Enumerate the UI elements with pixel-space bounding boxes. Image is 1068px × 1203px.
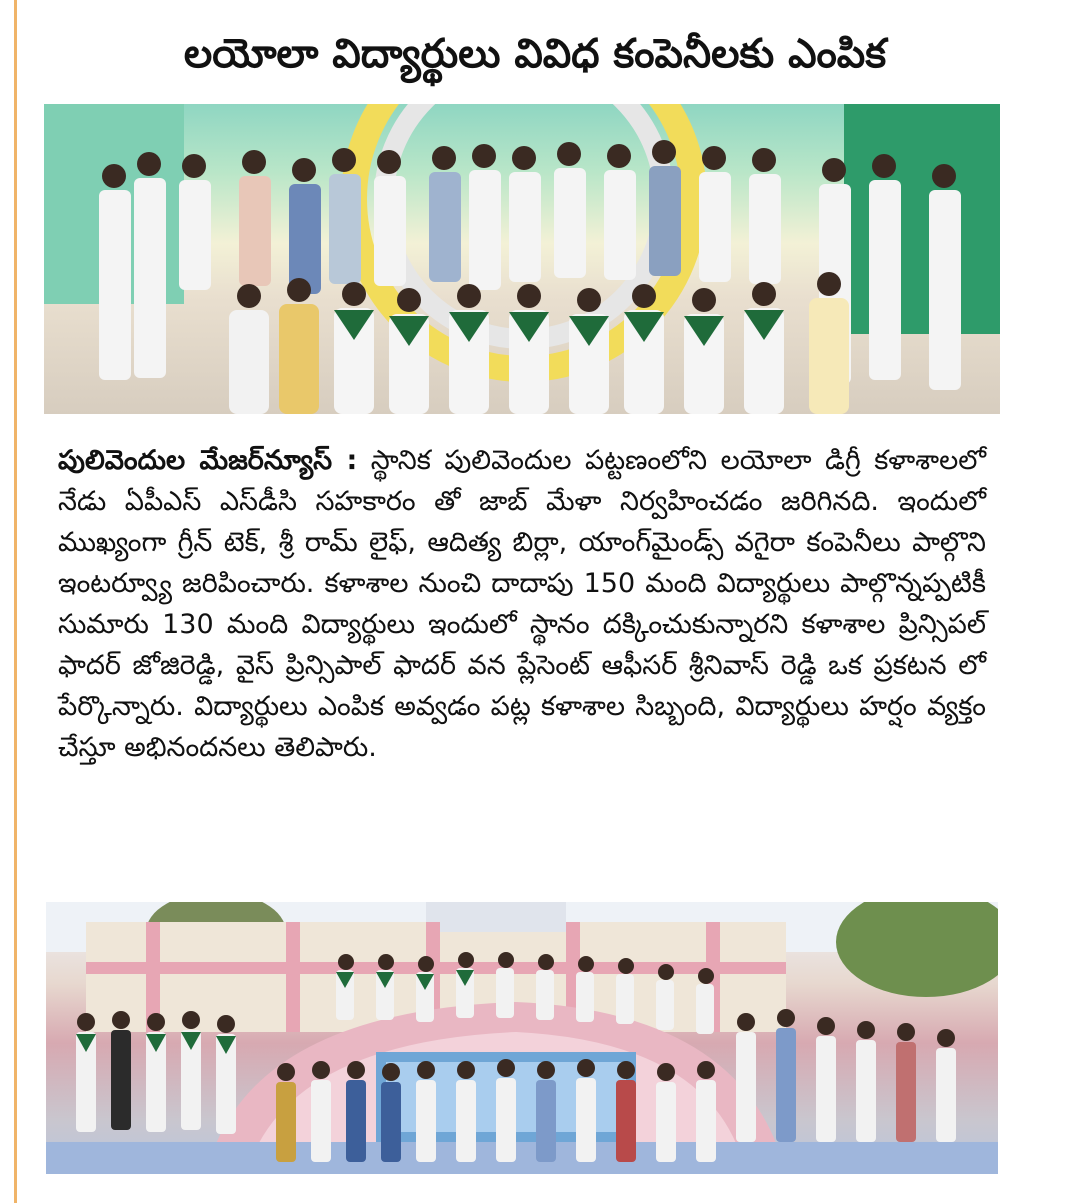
group-photo-stage-graphic (44, 104, 1000, 414)
group-photo-campus (46, 902, 998, 1174)
headline: లయోలా విద్యార్థులు వివిధ కంపెనీలకు ఎంపిక (183, 31, 887, 77)
article-body: స్థానిక పులివెందుల పట్టణంలోని లయోలా డిగ్రీ కళాశాలలో నేడు ఏపీఎస్ ఎస్‌డీసి సహకారం తో జాబ్ మేళా నిర్వహించడం జరిగినది. ఇందులో ముఖ్యంగా గ్రీన్ టెక్, శ్రీ రామ్ లైఫ్, ఆదిత్య బిర్లా, యాంగ్‌మైండ్స్ వగైరా కంపెనీలు పాల్గొని ఇంటర్వ్యూ జరిపించారు. కళాశాల నుంచి దాదాపు 150 మంది విద్యార్థులు పాల్గొన్నప్పటికీ సుమారు 130 మంది విద్యార్థులు ఇందులో స్థానం దక్కించుకున్నారని కళాశాల ప్రిన్సిపల్ ఫాదర్ జోజిరెడ్డి, వైస్ ప్రిన్సిపాల్ ఫాదర్ వన ప్లేసెంట్ ఆఫీసర్ శ్రీనివాస్ రెడ్డి ఒక ప్రకటన లో పేర్కొన్నారు. విద్యార్థులు ఎంపిక అవ్వడం పట్ల కళాశాల సిబ్బంది, విద్యార్థులు హర్షం వ్యక్తం చేస్తూ అభినందనలు తెలిపారు. (58, 445, 986, 763)
column-rule (14, 0, 17, 1203)
article-text (58, 440, 986, 768)
group-photo-stage (44, 104, 1000, 414)
group-photo-campus-graphic (46, 902, 998, 1174)
article-dateline: పులివెందుల మేజర్‌న్యూస్ : (58, 445, 358, 476)
